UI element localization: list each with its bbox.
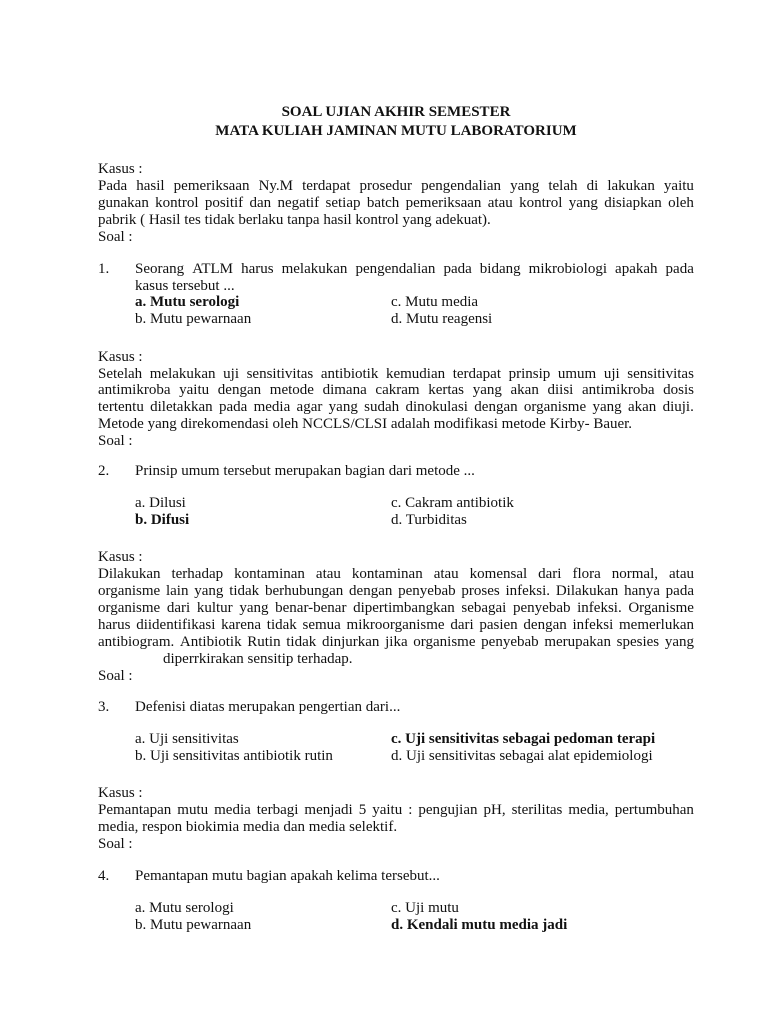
word: hanya [624, 583, 660, 599]
word: atau [433, 566, 459, 582]
word: yang [194, 583, 224, 599]
question-number: 4. [98, 868, 110, 884]
word: pemeriksaan [173, 178, 250, 194]
word: karena [221, 617, 262, 633]
word: disiapkan [604, 195, 662, 211]
title-line-2: MATA KULIAH JAMINAN MUTU LABORATORIUM [215, 123, 577, 139]
word: ATLM [192, 261, 234, 277]
word: : [408, 802, 413, 818]
word: yaitu [372, 802, 403, 818]
case-text-line [98, 399, 694, 416]
word: pada [443, 261, 472, 277]
word: harus [98, 617, 131, 633]
word: merupakan [544, 634, 611, 650]
question-number: 1. [98, 261, 110, 277]
word: pada [665, 261, 694, 277]
word: pemeriksaan [405, 195, 482, 211]
word: pada [218, 399, 248, 416]
word: dengan [523, 617, 567, 633]
case-text-line [98, 366, 694, 383]
word: dinjurkan [321, 634, 380, 650]
case-text-line: pabrik ( Hasil tes tidak berlaku tanpa hasil kontrol yang adekuat). [98, 212, 491, 228]
word: semua [302, 617, 341, 633]
option-c: c. Uji mutu [391, 899, 459, 916]
word: dari [166, 600, 191, 616]
word: lain [165, 583, 189, 599]
word: dengan [474, 399, 518, 416]
option-a: a. Dilusi [135, 494, 186, 511]
word: kontaminan [234, 566, 305, 582]
option-b: b. Mutu pewarnaan [135, 917, 252, 933]
word: penyebab [513, 600, 571, 616]
option-c: c. Cakram antibiotik [391, 494, 514, 511]
word: hasil [136, 178, 165, 194]
word: 5 [358, 802, 367, 818]
option-a: a. Uji sensitivitas [135, 730, 239, 747]
word: terhadap [171, 566, 224, 582]
word: positif [204, 195, 244, 211]
word: penyebab [398, 583, 456, 599]
word: pengendalian [421, 178, 502, 194]
case-text-line: diperrkirakan sensitip terhadap. [163, 651, 353, 667]
title-line-1: SOAL UJIAN AKHIR SEMESTER [281, 104, 511, 120]
question-text [135, 463, 694, 480]
word: dengan [217, 382, 262, 399]
word: sterilitas [511, 802, 563, 818]
word: dimana [322, 382, 367, 399]
word: yang [568, 195, 598, 211]
word: atau [315, 566, 341, 582]
case-text-line: Metode yang direkomendasi oleh NCCLS/CLSI adalah modifikasi metode Kirby- Bauer. [98, 415, 633, 432]
word: yaitu [663, 178, 694, 194]
word: negatif [277, 195, 320, 211]
question-2-options [135, 495, 694, 531]
question-4 [98, 868, 694, 885]
soal-label: Soal : [98, 836, 133, 852]
word: melakukan [281, 261, 348, 277]
word: kontrol [519, 195, 563, 211]
word: kertas [428, 382, 465, 399]
word: organisme [413, 634, 476, 650]
case-text-line [98, 802, 694, 819]
word: yang [592, 399, 622, 416]
word: gunakan [98, 195, 149, 211]
case-text-line [98, 382, 694, 399]
word: batch [366, 195, 400, 211]
word: terdapat [452, 365, 502, 382]
word: media, [568, 802, 609, 818]
word: tidak [286, 634, 317, 650]
word: dari [450, 617, 474, 633]
question-number: 2. [98, 463, 110, 479]
word: melakukan [149, 365, 216, 382]
word: dengan [349, 583, 393, 599]
case-4 [98, 785, 694, 853]
word: kontrol [155, 195, 199, 211]
case-text-line [98, 178, 694, 195]
question-1 [98, 261, 694, 295]
question-1-options [135, 294, 694, 330]
word: yang [328, 399, 358, 416]
word: pengujian [418, 802, 478, 818]
word: Dilakukan [98, 566, 161, 582]
word: akan [627, 399, 657, 416]
question-3 [98, 699, 694, 716]
word: Setelah [98, 365, 143, 382]
word: infeksi. [577, 600, 622, 616]
word: Rutin [247, 634, 281, 650]
option-a: a. Mutu serologi [135, 293, 240, 310]
word: media [214, 802, 251, 818]
word: oleh [668, 195, 694, 211]
word: yaitu [179, 382, 210, 399]
word: proses [461, 583, 500, 599]
word: normal, [611, 566, 659, 582]
word: yang [664, 634, 694, 650]
word: yang [472, 382, 502, 399]
word: cakram [375, 382, 420, 399]
word: menjadi [304, 802, 353, 818]
word: umum [557, 365, 597, 382]
case-label: Kasus : [98, 349, 143, 365]
question-text [135, 868, 694, 885]
word: benar-benar [275, 600, 347, 616]
word: atau [669, 566, 694, 582]
word: kemudian [385, 365, 446, 382]
option-d: d. Uji sensitivitas sebagai alat epidemiologi [391, 748, 653, 764]
option-d: d. Turbiditas [391, 512, 467, 528]
word: diidentifikasi [136, 617, 216, 633]
word: dinokulasi [405, 399, 468, 416]
case-text-line [98, 600, 694, 617]
option-a: a. Mutu serologi [135, 899, 234, 916]
word: harus [241, 261, 274, 277]
word: dari [538, 566, 562, 582]
word: antimikroba [582, 382, 655, 399]
option-d: d. Kendali mutu media jadi [391, 917, 568, 933]
word: kontaminan [351, 566, 423, 582]
word: kultur [196, 600, 233, 616]
word: sensitivitas [246, 365, 314, 382]
word: metode [269, 382, 314, 399]
word: diletakkan [150, 399, 213, 416]
word: organisme [98, 583, 161, 599]
word: tidak [229, 583, 260, 599]
word: komensal [469, 566, 528, 582]
question-4-options [135, 900, 694, 936]
exam-title [98, 103, 694, 141]
word: apakah [615, 261, 658, 277]
word: memerlukan [619, 617, 694, 633]
word: Dilakukan [555, 583, 619, 599]
word: Organisme [628, 600, 694, 616]
case-2 [98, 349, 694, 449]
word: mutu [177, 802, 209, 818]
word: pengendalian [355, 261, 436, 277]
word: prinsip [508, 365, 551, 382]
case-label: Kasus : [98, 549, 143, 565]
question-text-line: Prinsip umum tersebut merupakan bagian dari metode ... [135, 463, 475, 479]
question-text-line: kasus tersebut ... [135, 278, 235, 294]
word: dosis [663, 382, 694, 399]
word: sensitivitas [627, 365, 694, 382]
word: berhubungan [264, 583, 344, 599]
case-text-line [98, 583, 694, 600]
word: antimikroba [98, 382, 171, 399]
word: yang [239, 600, 269, 616]
word: Ny.M [258, 178, 294, 194]
case-label: Kasus : [98, 161, 143, 177]
word: setiap [325, 195, 361, 211]
word: mikrobiologi [528, 261, 607, 277]
word: terbagi [256, 802, 299, 818]
option-b: b. Difusi [135, 512, 190, 528]
word: diuji. [662, 399, 694, 416]
word: jika [385, 634, 408, 650]
word: atau [487, 195, 513, 211]
word: sebagai [461, 600, 507, 616]
case-1 [98, 161, 694, 246]
word: Antibiotik [179, 634, 242, 650]
soal-label: Soal : [98, 229, 133, 245]
word: Seorang [135, 261, 185, 277]
word: penyebab [481, 634, 539, 650]
word: spesies [616, 634, 660, 650]
option-c: c. Mutu media [391, 293, 479, 310]
word: sudah [364, 399, 400, 416]
word: tidak [266, 617, 297, 633]
question-text [135, 699, 694, 716]
word: antibiogram. [98, 634, 175, 650]
case-3 [98, 549, 694, 685]
word: terdapat [302, 178, 351, 194]
word: pertumbuhan [614, 802, 694, 818]
word: pH, [483, 802, 506, 818]
word: mikroorganisme [346, 617, 445, 633]
question-text-line [135, 261, 694, 278]
word: agar [296, 399, 323, 416]
word: Pemantapan [98, 802, 172, 818]
word: antibiotik [320, 365, 379, 382]
word: flora [572, 566, 601, 582]
question-number: 3. [98, 699, 110, 715]
word: organisme [98, 600, 161, 616]
word: lakukan [607, 178, 655, 194]
word: media [253, 399, 291, 416]
question-3-options [135, 731, 694, 767]
question-text-line: Defenisi diatas merupakan pengertian dari... [135, 699, 401, 715]
option-d: d. Mutu reagensi [391, 311, 493, 327]
option-c: c. Uji sensitivitas sebagai pedoman terapi [391, 730, 656, 747]
word: dipertimbangkan [353, 600, 455, 616]
word: pasien [479, 617, 518, 633]
question-text [135, 261, 694, 295]
case-label: Kasus : [98, 785, 143, 801]
word: infeksi. [505, 583, 551, 599]
case-text-line [98, 617, 694, 634]
word: diisi [547, 382, 574, 399]
word: Pada [98, 178, 128, 194]
word: akan [510, 382, 539, 399]
case-text-line [98, 195, 694, 212]
soal-label: Soal : [98, 432, 133, 449]
option-b: b. Mutu pewarnaan [135, 311, 252, 327]
word: uji [603, 365, 620, 382]
option-b: b. Uji sensitivitas antibiotik rutin [135, 748, 333, 764]
case-text-line [98, 566, 694, 583]
case-text-line: media, respon biokimia media dan media selektif. [98, 819, 398, 835]
word: prosedur [359, 178, 412, 194]
word: organisme [523, 399, 587, 416]
word: bidang [479, 261, 521, 277]
question-text-line: Pemantapan mutu bagian apakah kelima tersebut... [135, 868, 440, 884]
word: di [586, 178, 599, 194]
word: telah [548, 178, 578, 194]
word: pada [665, 583, 694, 599]
word: dan [249, 195, 272, 211]
word: yang [510, 178, 540, 194]
case-text-line [98, 634, 694, 651]
question-2 [98, 463, 694, 480]
word: tertentu [98, 399, 144, 416]
soal-label: Soal : [98, 668, 133, 684]
word: uji [223, 365, 239, 382]
word: infeksi [572, 617, 614, 633]
